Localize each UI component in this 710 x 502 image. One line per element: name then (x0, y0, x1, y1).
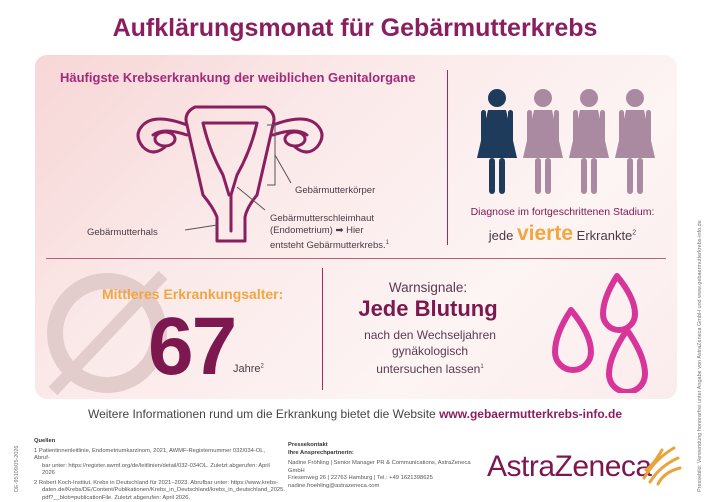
diagnosis-statement: jede vierte Erkrankte$^2$ (488, 222, 637, 245)
website-line: Weitere Informationen rund um die Erkrankung bietet die Website www.gebaermutterkrebs-info.de (87, 407, 623, 421)
contact-email[interactable]: nadine.froehling@astrazeneca.com (288, 482, 380, 489)
warning-text: nach den Wechseljahren gynäkologisch untersuchen lassen$^1$ (364, 328, 496, 376)
woman-figure-icon (477, 89, 517, 194)
woman-figure-icon (615, 89, 655, 194)
blood-drops-icon (545, 268, 665, 393)
woman-figure-icon (569, 89, 609, 194)
highlight-word: vierte (516, 222, 574, 245)
median-age-unit: Jahre$^2$ (233, 363, 264, 375)
label-endometrium: Gebärmutterschleimhaut (Endometrium) ➡ Hier entsteht Gebärmutterkrebs.$^1$ (270, 213, 389, 252)
page-title: Aufklärungsmonat für Gebärmutterkrebs (112, 14, 598, 42)
divider-vertical-bottom (322, 268, 323, 390)
women-figures (475, 88, 665, 198)
woman-figure-icon (523, 89, 563, 194)
sources-block: Quellen 1 Patientinnenleitlinie, Endometriumkarzinom, 2021, AWMF-Registernummer 032/034-OL, Abruf- bar unter: https://register.awmf.org/de/leitlinien/detail/032-034OL. Zuletzt abgerufen: April 2026 2 Robert Koch-Institut. Krebs in Deutschland für 2021–2023. Abrufbar unter: https://www.krebs- daten.de/Krebs/DE/Content/Publikationen/Krebs_in_Deutschland/krebs_in_deutschland_2025. pdf?__blob=publicationFile. Zuletzt abgerufen: April 2026. (34, 438, 285, 501)
website-link[interactable]: www.gebaermutterkrebs-info.de (439, 407, 623, 421)
diagnosis-caption: Diagnose im fortgeschrittenen Stadium: (470, 206, 655, 218)
median-age-heading: Mittleres Erkrankungsalter: (102, 286, 284, 302)
astrazeneca-logo: AstraZeneca (487, 450, 652, 483)
side-code: DE-95109/05-2026 (14, 445, 20, 492)
astrazeneca-symbol-icon (636, 438, 686, 488)
warning-label: Warnsignale: (388, 280, 468, 295)
press-contact-block: Pressekontakt Ihre Ansprechpartnerin: Nadine Fröhling | Senior Manager PR & Communications, AstraZeneca GmbH Friesenweg 26 | 22763 Hamburg | Tel.: +49 1621398625 nadine.froehling@astrazeneca.com (288, 442, 488, 490)
divider-horizontal (46, 258, 666, 259)
divider-vertical-top (447, 70, 448, 245)
label-cervix: Gebärmutterhals (87, 227, 158, 238)
median-age-value: 67 (148, 301, 236, 392)
panel1-heading: Häufigste Krebserkrankung der weiblichen Genitalorgane (60, 70, 416, 85)
warning-headline: Jede Blutung (358, 296, 498, 321)
label-uterus-body: Gebärmutterkörper (295, 185, 376, 196)
side-credit: Pressebild: Verwendung honorarfrei unter Angabe von AstraZeneca GmbH und www.gebaermutterkrebs-info.de (697, 220, 703, 492)
